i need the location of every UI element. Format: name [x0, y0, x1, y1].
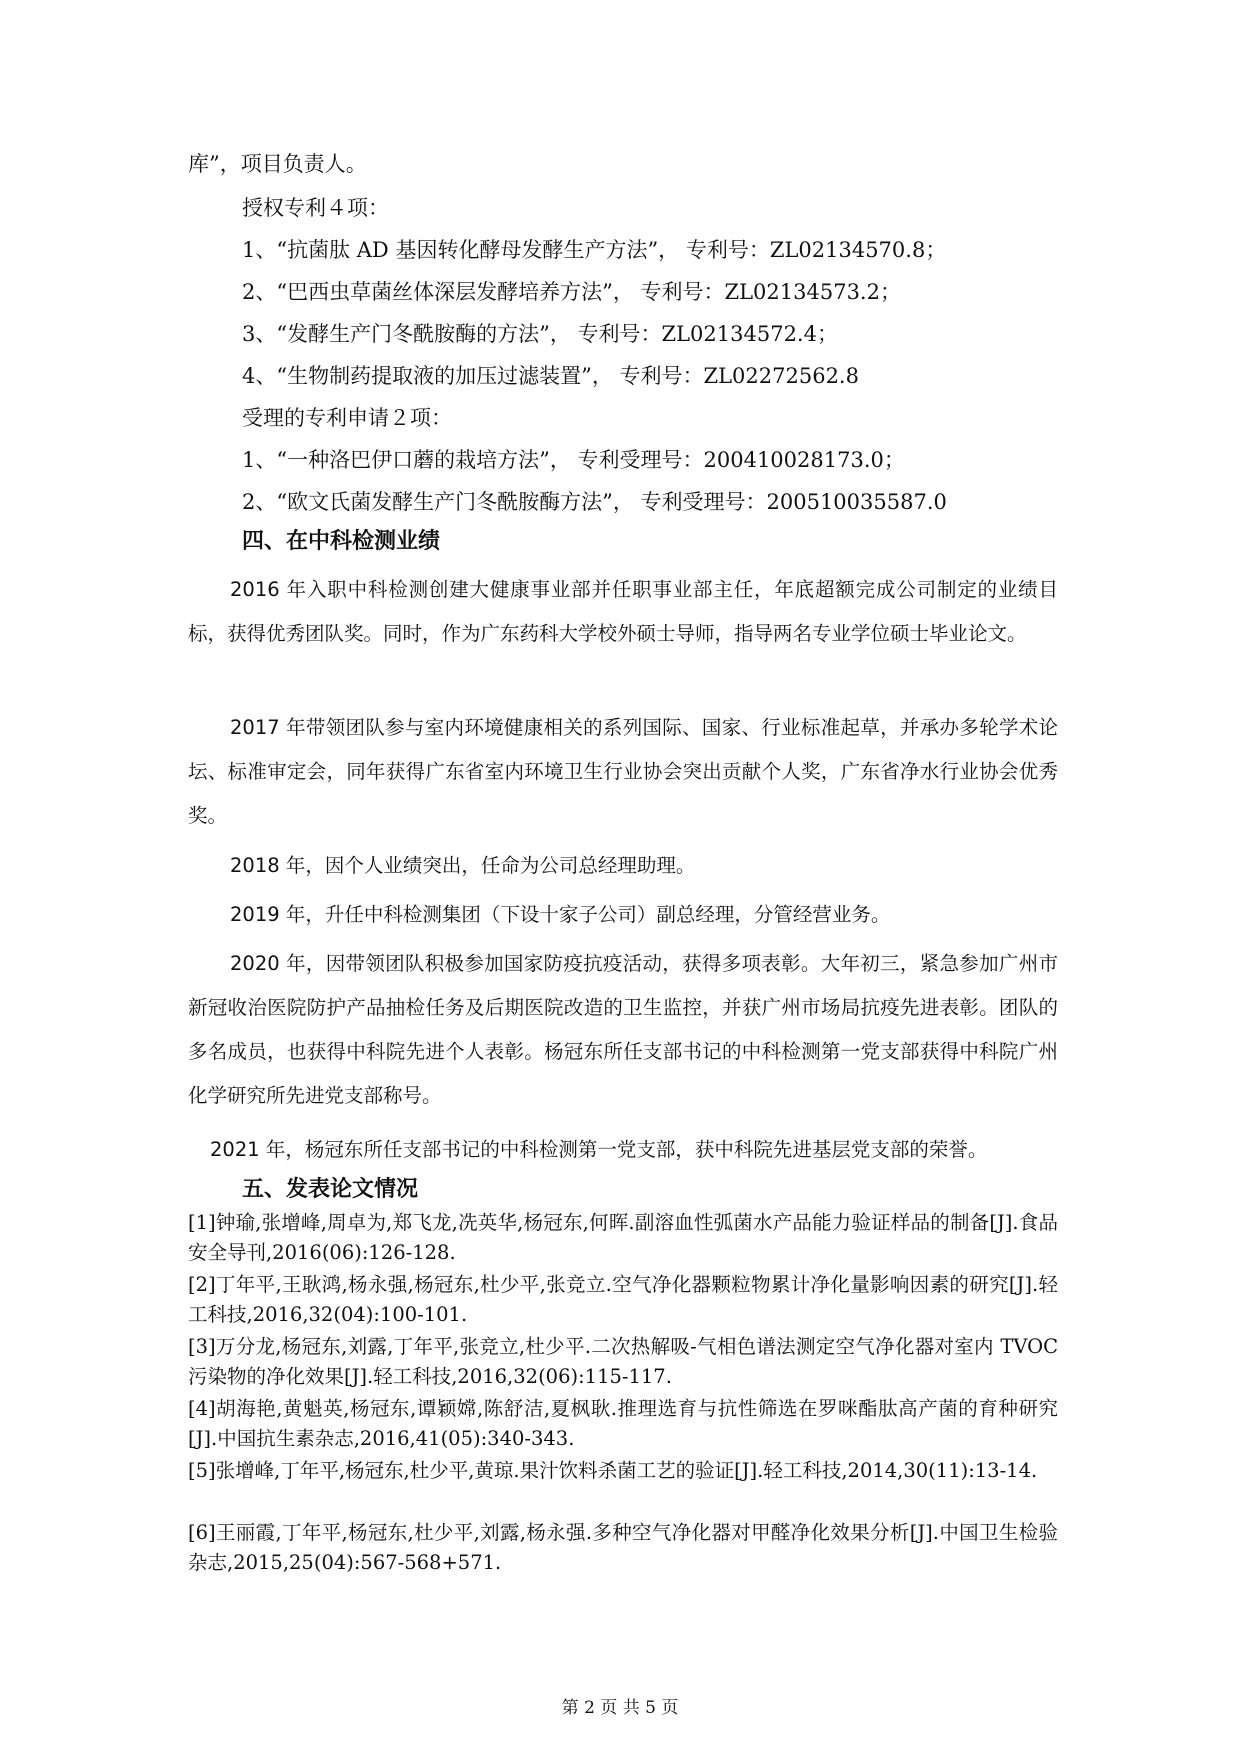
continued-text: 库”，项目负责人。: [188, 152, 367, 176]
pending-patent-item: 2、“欧文氏菌发酵生产门冬酰胺酶方法”， 专利受理号：200510035587.0: [242, 490, 947, 514]
performance-paragraph-2016: 2016 年入职中科检测创建大健康事业部并任职事业部主任，年底超额完成公司制定的业绩目标，获得优秀团队奖。同时，作为广东药科大学校外硕士导师，指导两名专业学位硕士毕业论文。: [188, 578, 1058, 645]
section-heading-publications: 五、发表论文情况: [242, 1177, 419, 1202]
granted-patents-title: 授权专利４项：: [242, 196, 389, 220]
page-number: 第 2 页 共 5 页: [561, 1698, 679, 1718]
performance-paragraph-2019: 2019 年，升任中科检测集团（下设十家子公司）副总经理，分管经营业务。: [230, 903, 891, 926]
reference-item: [1]钟瑜,张增峰,周卓为,郑飞龙,冼英华,杨冠东,何晖.副溶血性弧菌水产品能力验证样品的制备[J].食品安全导刊,2016(06):126-128.: [188, 1211, 1058, 1264]
reference-item: [2]丁年平,王耿鸿,杨永强,杨冠东,杜少平,张竞立.空气净化器颗粒物累计净化量影响因素的研究[J].轻工科技,2016,32(04):100-101.: [188, 1273, 1058, 1326]
performance-paragraph-2018: 2018 年，因个人业绩突出，任命为公司总经理助理。: [230, 854, 696, 877]
reference-item: [4]胡海艳,黄魁英,杨冠东,谭颖嫦,陈舒洁,夏枫耿.推理选育与抗性筛选在罗咪酯肽高产菌的育种研究[J].中国抗生素杂志,2016,41(05):340-343.: [188, 1397, 1058, 1450]
section-heading-performance: 四、在中科检测业绩: [242, 529, 441, 554]
reference-item: [3]万分龙,杨冠东,刘露,丁年平,张竞立,杜少平.二次热解吸-气相色谱法测定空气净化器对室内 TVOC 污染物的净化效果[J].轻工科技,2016,32(06):115-117.: [188, 1335, 1058, 1388]
performance-paragraph-2020: 2020 年，因带领团队积极参加国家防疫抗疫活动，获得多项表彰。大年初三，紧急参加广州市新冠收治医院防护产品抽检任务及后期医院改造的卫生监控，并获广州市场局抗疫先进表彰。团队的多名成员，也获得中科院先进个人表彰。杨冠东所任支部书记的中科检测第一党支部获得中科院广州化学研究所先进党支部称号。: [188, 952, 1058, 1107]
performance-paragraph-2021: 2021 年，杨冠东所任支部书记的中科检测第一党支部，获中科院先进基层党支部的荣誉。: [210, 1138, 988, 1161]
performance-paragraph-2017: 2017 年带领团队参与室内环境健康相关的系列国际、国家、行业标准起草，并承办多轮学术论坛、标准审定会，同年获得广东省室内环境卫生行业协会突出贡献个人奖，广东省净水行业协会优秀奖。: [188, 716, 1058, 827]
granted-patent-item: 2、“巴西虫草菌丝体深层发酵培养方法”， 专利号：ZL02134573.2；: [242, 280, 901, 304]
reference-item: [6]王丽霞,丁年平,杨冠东,杜少平,刘露,杨永强.多种空气净化器对甲醛净化效果分析[J].中国卫生检验杂志,2015,25(04):567-568+571.: [188, 1521, 1058, 1574]
granted-patent-item: 4、“生物制药提取液的加压过滤装置”， 专利号：ZL02272562.8: [242, 364, 859, 388]
pending-patents-title: 受理的专利申请２项：: [242, 406, 452, 430]
reference-item: [5]张增峰,丁年平,杨冠东,杜少平,黄琼.果汁饮料杀菌工艺的验证[J].轻工科技,2014,30(11):13-14.: [188, 1459, 1038, 1482]
granted-patent-item: 1、“抗菌肽 AD 基因转化酵母发酵生产方法”， 专利号：ZL02134570.8；: [242, 238, 947, 262]
pending-patent-item: 1、“一种洛巴伊口蘑的栽培方法”， 专利受理号：200410028173.0；: [242, 448, 905, 472]
granted-patent-item: 3、“发酵生产门冬酰胺酶的方法”， 专利号：ZL02134572.4；: [242, 322, 838, 346]
